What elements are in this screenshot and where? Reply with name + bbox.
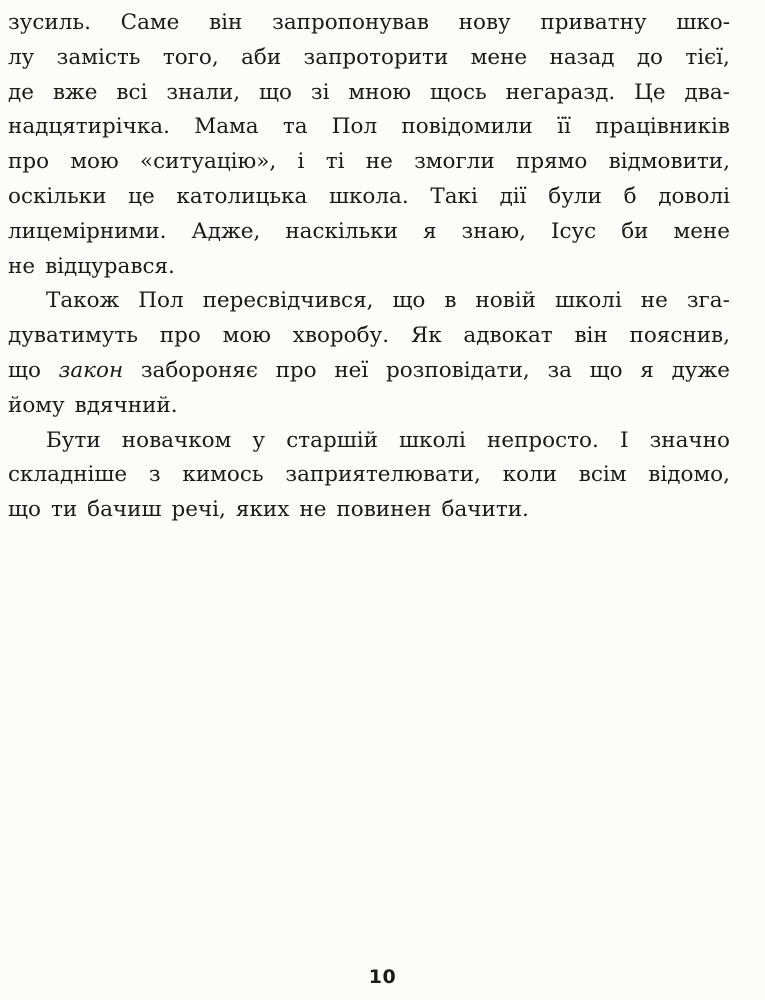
word: і bbox=[297, 149, 305, 175]
word: школі bbox=[399, 427, 466, 453]
text-line bbox=[8, 458, 730, 493]
word: непросто. bbox=[487, 427, 599, 453]
word: знаю, bbox=[461, 218, 526, 244]
page-number: 10 bbox=[368, 966, 397, 988]
word: новій bbox=[475, 288, 536, 314]
word: «ситуацію», bbox=[139, 149, 277, 175]
word: того, bbox=[162, 44, 219, 70]
word: що bbox=[259, 79, 292, 105]
word: назад bbox=[549, 44, 615, 70]
word: її bbox=[557, 114, 571, 140]
word: дуже bbox=[671, 357, 730, 383]
text-line bbox=[8, 180, 730, 215]
word: де bbox=[8, 79, 34, 105]
word: яких bbox=[235, 497, 290, 523]
word: зга- bbox=[686, 288, 730, 314]
word: всі bbox=[116, 79, 148, 105]
text-line bbox=[8, 76, 730, 111]
word: мене bbox=[470, 44, 528, 70]
word: дії bbox=[499, 183, 527, 209]
word: щось bbox=[430, 79, 487, 105]
word: школі bbox=[554, 288, 622, 314]
word: що bbox=[392, 288, 426, 314]
word: та bbox=[282, 114, 308, 140]
word: школа. bbox=[328, 183, 409, 209]
text-line bbox=[8, 145, 730, 180]
word: він bbox=[209, 10, 243, 35]
word: наскільки bbox=[285, 218, 398, 244]
word: це bbox=[128, 183, 155, 209]
word: всім bbox=[578, 462, 627, 488]
word: тієї, bbox=[685, 44, 730, 70]
word: зі bbox=[310, 79, 330, 105]
text-line bbox=[8, 110, 730, 145]
word: розповідати, bbox=[385, 357, 530, 383]
word: до bbox=[636, 44, 663, 70]
word: лу bbox=[8, 44, 35, 70]
word: він bbox=[574, 323, 608, 349]
text-line bbox=[8, 354, 730, 389]
word: я bbox=[422, 218, 437, 244]
paragraph bbox=[8, 284, 730, 423]
word: новачком bbox=[121, 427, 232, 453]
word: Такі bbox=[430, 183, 478, 209]
word: вдячний. bbox=[74, 392, 178, 418]
word: доволі bbox=[658, 183, 730, 209]
word: про bbox=[159, 323, 201, 349]
text-line bbox=[8, 250, 730, 285]
word: нову bbox=[458, 10, 511, 35]
word: негаразд. bbox=[505, 79, 616, 105]
word: дуватимуть bbox=[8, 323, 139, 349]
word: значно bbox=[649, 427, 730, 453]
text-line bbox=[8, 284, 730, 319]
word: я bbox=[640, 357, 654, 383]
word: не bbox=[365, 149, 393, 175]
word: Саме bbox=[120, 10, 180, 35]
word: старшій bbox=[286, 427, 378, 453]
word: не bbox=[8, 253, 36, 279]
word: що bbox=[8, 497, 41, 523]
word: речі, bbox=[171, 497, 226, 523]
word: кимось bbox=[182, 462, 264, 488]
word: надцятирічка. bbox=[8, 114, 170, 140]
word: Ісус bbox=[550, 218, 597, 244]
word: йому bbox=[8, 392, 65, 418]
word: коли bbox=[502, 462, 557, 488]
paragraph bbox=[8, 424, 730, 528]
word: Пол bbox=[138, 288, 184, 314]
word: лицемірними. bbox=[8, 218, 167, 244]
word: повинен bbox=[336, 497, 432, 523]
word: не bbox=[299, 497, 327, 523]
word: відмовити, bbox=[608, 149, 730, 175]
word: про bbox=[8, 149, 50, 175]
word: два- bbox=[684, 79, 730, 105]
word: Також bbox=[46, 288, 120, 314]
word: би bbox=[621, 218, 649, 244]
text-line bbox=[8, 424, 730, 459]
word: повідомили bbox=[401, 114, 533, 140]
word: відцурався. bbox=[45, 253, 175, 279]
word: б bbox=[623, 183, 637, 209]
word: Як bbox=[410, 323, 442, 349]
word: знали, bbox=[166, 79, 241, 105]
word: неї bbox=[334, 357, 369, 383]
word: Адже, bbox=[191, 218, 261, 244]
word: замість bbox=[56, 44, 141, 70]
word: працівників bbox=[595, 114, 730, 140]
word: були bbox=[548, 183, 602, 209]
word: змогли bbox=[414, 149, 495, 175]
word: бачиш bbox=[87, 497, 162, 523]
body-text bbox=[8, 6, 730, 528]
word: в bbox=[444, 288, 457, 314]
text-line bbox=[8, 215, 730, 250]
emphasized-word: закон bbox=[58, 357, 124, 383]
word: ти bbox=[50, 497, 78, 523]
word: католицька bbox=[176, 183, 308, 209]
word: хворобу. bbox=[292, 323, 390, 349]
word: що bbox=[8, 357, 41, 383]
word bbox=[59, 354, 124, 389]
text-line bbox=[8, 41, 730, 76]
word: аби bbox=[241, 44, 282, 70]
word: запроторити bbox=[303, 44, 449, 70]
text-line bbox=[8, 389, 730, 424]
word: адвокат bbox=[463, 323, 553, 349]
word: Бути bbox=[46, 427, 101, 453]
paragraph bbox=[8, 6, 730, 284]
word: зусиль. bbox=[8, 10, 91, 35]
word: пересвідчився, bbox=[202, 288, 374, 314]
word: Пол bbox=[331, 114, 378, 140]
word: заприятелювати, bbox=[285, 462, 481, 488]
word: прямо bbox=[515, 149, 588, 175]
word: бачити. bbox=[441, 497, 529, 523]
word: у bbox=[252, 427, 266, 453]
word: приватну bbox=[540, 10, 647, 35]
text-line bbox=[8, 319, 730, 354]
word: шко- bbox=[676, 10, 730, 35]
word: складніше bbox=[8, 462, 128, 488]
word: з bbox=[148, 462, 161, 488]
word: Мама bbox=[194, 114, 259, 140]
word: не bbox=[640, 288, 668, 314]
word: мою bbox=[70, 149, 119, 175]
word: що bbox=[589, 357, 623, 383]
word: Це bbox=[634, 79, 666, 105]
text-line bbox=[8, 6, 730, 41]
word: забороняє bbox=[140, 357, 258, 383]
word: вже bbox=[52, 79, 98, 105]
word: за bbox=[547, 357, 572, 383]
word: мене bbox=[673, 218, 730, 244]
word: І bbox=[619, 427, 629, 453]
text-line bbox=[8, 493, 730, 528]
word: про bbox=[275, 357, 317, 383]
word: ті bbox=[325, 149, 345, 175]
word: мою bbox=[222, 323, 271, 349]
word: відомо, bbox=[648, 462, 730, 488]
word: пояснив, bbox=[629, 323, 730, 349]
word: оскільки bbox=[8, 183, 107, 209]
word: мною bbox=[348, 79, 412, 105]
word: запропонував bbox=[272, 10, 429, 35]
